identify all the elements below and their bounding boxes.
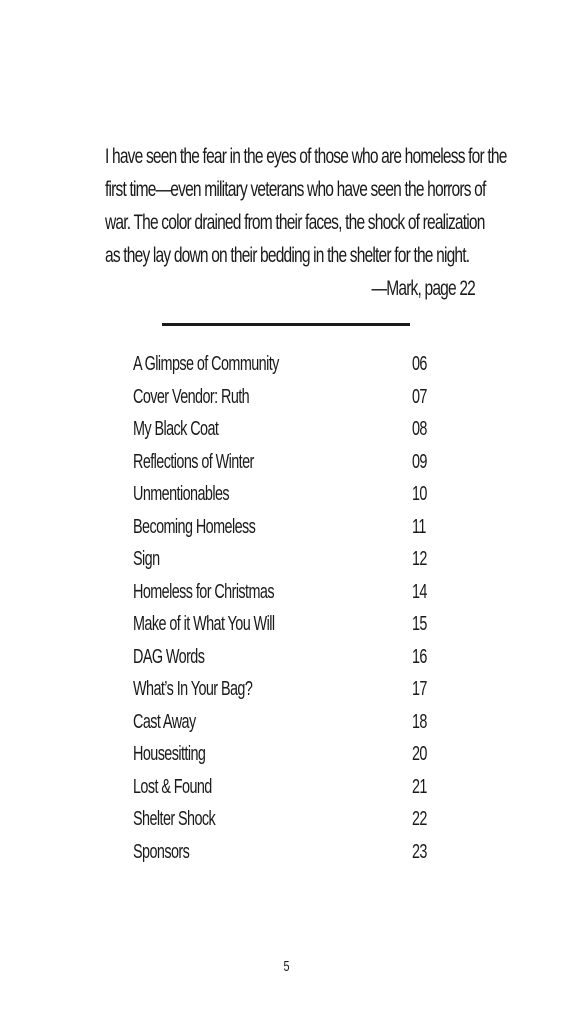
toc-entry[interactable] [133, 771, 433, 804]
table-of-contents [133, 348, 433, 868]
toc-entry-page: 15 [412, 613, 427, 635]
toc-entry[interactable] [133, 543, 433, 576]
toc-entry-title: Homeless for Christmas [133, 580, 274, 603]
toc-entry[interactable] [133, 673, 433, 706]
divider-rule [162, 323, 410, 326]
toc-entry-page: 12 [412, 548, 427, 570]
toc-entry-title: DAG Words [133, 645, 205, 668]
toc-entry-title: Becoming Homeless [133, 515, 256, 538]
toc-entry-page: 08 [412, 418, 427, 440]
toc-entry-page: 16 [412, 645, 427, 668]
toc-entry[interactable] [133, 608, 433, 641]
toc-entry-title: Shelter Shock [133, 808, 216, 830]
pull-quote-line: I have seen the fear in the eyes of those who are homeless for the [105, 145, 507, 168]
pull-quote-line: as they lay down on their bedding in the shelter for the night. [105, 244, 470, 267]
pull-quote [105, 140, 507, 305]
toc-entry-page: 21 [412, 775, 427, 798]
toc-entry-page: 18 [412, 710, 427, 733]
toc-entry-title: What’s In Your Bag? [133, 678, 253, 700]
toc-entry-page: 07 [412, 385, 427, 408]
quote-attribution: —Mark, page 22 [371, 277, 475, 300]
pull-quote-line: war. The color drained from their faces, the shock of realization [105, 211, 485, 234]
toc-entry-page: 20 [412, 743, 427, 765]
toc-entry[interactable] [133, 446, 433, 479]
page-number: 5 [283, 958, 290, 975]
toc-entry[interactable] [133, 381, 433, 414]
toc-entry-title: A Glimpse of Community [133, 353, 279, 375]
toc-entry-title: Sponsors [133, 840, 190, 863]
toc-entry-page: 14 [412, 580, 427, 603]
toc-entry-page: 11 [412, 515, 426, 538]
toc-entry[interactable] [133, 706, 433, 739]
toc-entry-title: Make of it What You Will [133, 613, 275, 635]
toc-entry-page: 23 [412, 840, 427, 863]
toc-entry-title: My Black Coat [133, 418, 219, 440]
toc-entry-page: 09 [412, 450, 427, 473]
toc-entry-title: Cast Away [133, 710, 196, 733]
toc-entry[interactable] [133, 348, 433, 381]
pull-quote-line: first time—even military veterans who have seen the horrors of [105, 178, 486, 201]
toc-entry[interactable] [133, 576, 433, 609]
toc-entry-title: Reflections of Winter [133, 450, 254, 473]
toc-entry-page: 22 [412, 808, 427, 830]
toc-entry-page: 17 [412, 678, 427, 700]
toc-entry-title: Cover Vendor: Ruth [133, 385, 250, 408]
toc-entry-title: Unmentionables [133, 483, 230, 505]
toc-entry[interactable] [133, 478, 433, 511]
toc-entry[interactable] [133, 641, 433, 674]
toc-entry[interactable] [133, 511, 433, 544]
toc-entry[interactable] [133, 413, 433, 446]
toc-entry[interactable] [133, 803, 433, 836]
toc-entry-page: 10 [412, 483, 427, 505]
toc-entry[interactable] [133, 738, 433, 771]
toc-entry-title: Lost & Found [133, 775, 212, 798]
toc-entry-page: 06 [412, 353, 427, 375]
toc-entry-title: Sign [133, 548, 160, 570]
toc-entry[interactable] [133, 836, 433, 869]
toc-entry-title: Housesitting [133, 743, 206, 765]
